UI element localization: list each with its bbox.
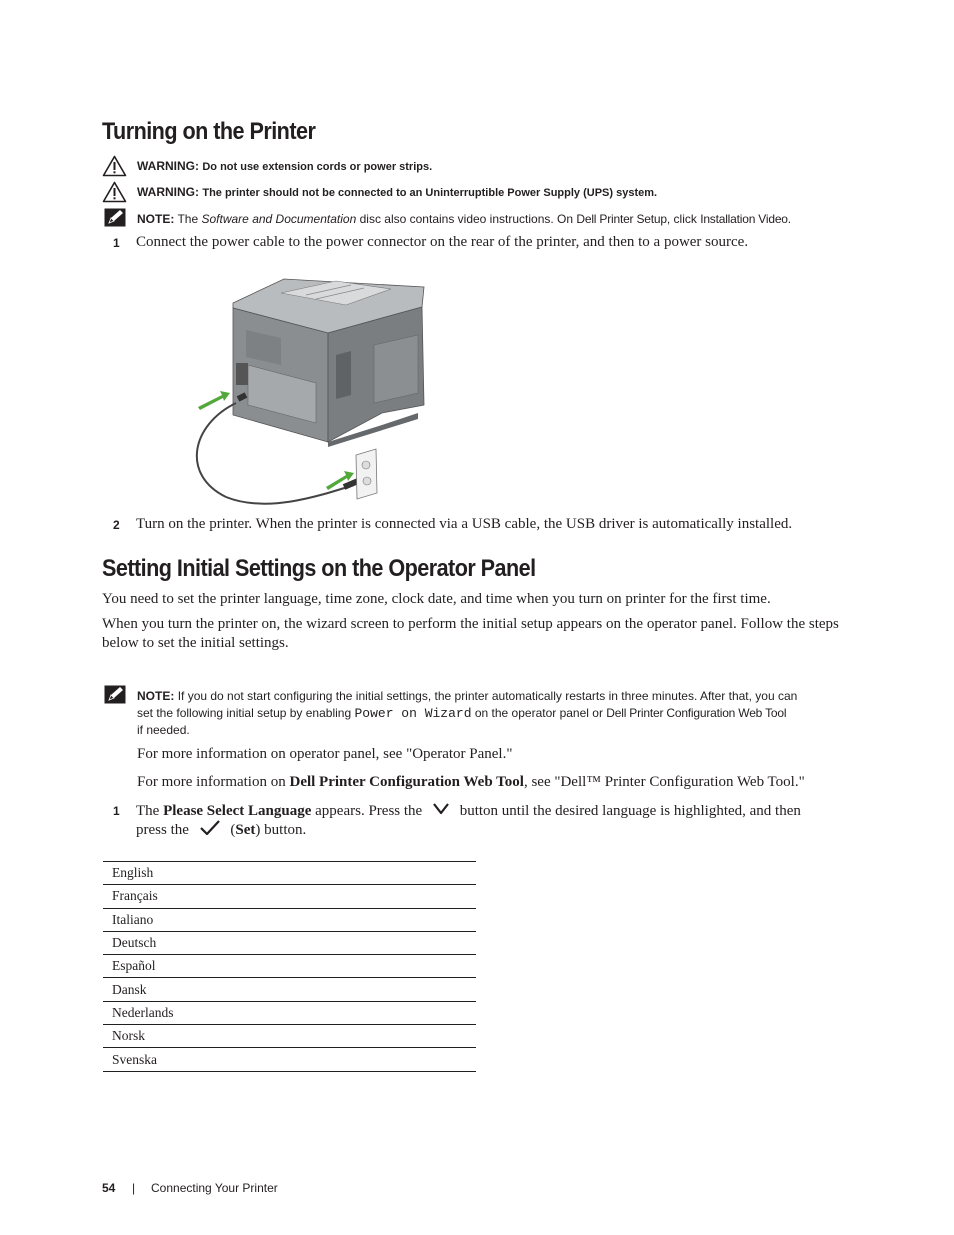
step-text: Turn on the printer. When the printer is connected via a USB cable, the USB driver is automatically installed. (136, 516, 793, 532)
dell-printer-setup-label: Dell Printer Setup (576, 212, 667, 226)
warning-triangle-icon (102, 181, 127, 203)
operator-panel-info: For more information on operator panel, see "Operator Panel." (137, 746, 513, 762)
note-label: NOTE: (137, 212, 175, 226)
language-cell: Italiano (103, 908, 476, 931)
warning-triangle-icon (102, 155, 127, 177)
page-number: 54 (102, 1181, 116, 1195)
warning-extension-cords (137, 159, 432, 173)
language-table (103, 861, 476, 1072)
step-number: 1 (113, 804, 120, 818)
language-cell: Dansk (103, 978, 476, 1001)
section-title-turning-on: Turning on the Printer (102, 118, 316, 145)
table-row (103, 931, 476, 954)
warning-text: Do not use extension cords or power strips. (202, 161, 433, 173)
wizard-paragraph: When you turn the printer on, the wizard screen to perform the initial setup appears on the operator panel. Follow the steps below to set the initial settings. (102, 616, 839, 651)
language-cell: Svenska (103, 1048, 476, 1071)
note-video-instructions: NOTE: The Software and Documentation disc also contains video instructions. On Dell Printer Setup, click Installation Video. (137, 212, 792, 226)
chapter-title: Connecting Your Printer (151, 1181, 278, 1195)
table-row (103, 908, 476, 931)
warning-ups (137, 185, 657, 199)
table-row (103, 1025, 476, 1048)
intro-paragraph: You need to set the printer language, time zone, clock date, and time when you turn on printer for the first time. (102, 591, 771, 607)
table-row (103, 862, 476, 885)
table-row (103, 885, 476, 908)
footer-separator: | (132, 1181, 136, 1195)
language-cell: Español (103, 955, 476, 978)
chevron-down-icon (430, 801, 452, 817)
language-cell: Nederlands (103, 1001, 476, 1024)
installation-video-label: Installation Video (700, 212, 788, 226)
note-pencil-icon (104, 685, 126, 704)
warning-label: WARNING: (137, 185, 199, 199)
note-pencil-icon (104, 208, 126, 227)
step-text: Connect the power cable to the power connector on the rear of the printer, and then to a power source. (136, 234, 749, 250)
step-number: 1 (113, 236, 120, 250)
language-cell: Deutsch (103, 931, 476, 954)
checkmark-icon (197, 819, 223, 837)
table-row (103, 1001, 476, 1024)
language-cell: Norsk (103, 1025, 476, 1048)
table-row (103, 978, 476, 1001)
power-on-wizard-code: Power on Wizard (354, 706, 472, 721)
printer-power-cable-illustration (186, 275, 436, 510)
table-row (103, 955, 476, 978)
note-initial-settings: NOTE: If you do not start configuring the initial settings, the printer automatically restarts in three minutes. After that, you can set the following initial setup by enabling Power on Wizard on the operator panel or Dell Printer Configuration Web Tool if needed. (137, 689, 798, 737)
note-label: NOTE: (137, 689, 175, 703)
web-tool-label: Dell Printer Configuration Web Tool (606, 706, 787, 720)
section-title-initial-settings: Setting Initial Settings on the Operator Panel (102, 555, 536, 582)
step-select-language-line2: press the (Set) button. (136, 819, 306, 840)
web-tool-info: For more information on Dell Printer Configuration Web Tool, see "Dell™ Printer Configuration Web Tool." (137, 774, 805, 790)
step-select-language: The Please Select Language appears. Press the button until the desired language is highlighted, and then (136, 803, 801, 819)
language-cell: Français (103, 885, 476, 908)
disc-name: Software and Documentation (201, 212, 357, 226)
warning-text: The printer should not be connected to an Uninterruptible Power Supply (UPS) system. (202, 187, 658, 199)
warning-label: WARNING: (137, 159, 199, 173)
language-cell: English (103, 862, 476, 885)
step-number: 2 (113, 518, 120, 532)
table-row (103, 1048, 476, 1071)
